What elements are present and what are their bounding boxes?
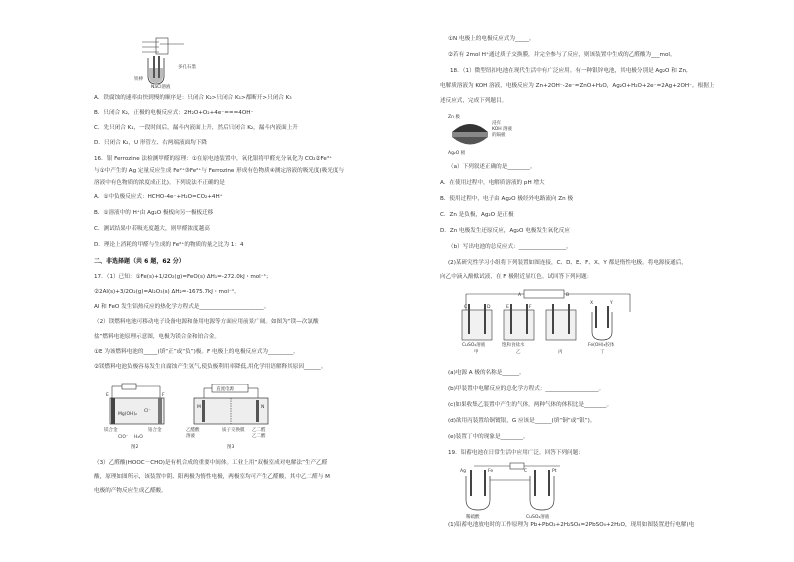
- lead-label-cuso4: CuSO₄溶液: [526, 515, 550, 520]
- lead-label-pt: Pt: [552, 469, 557, 474]
- fig2-label-mg-alloy: 镁合金: [104, 428, 118, 433]
- apparatus-label-a: A: [518, 293, 522, 298]
- q18-2c: (c)如果收集乙装置中产生的气体，两种气体的体积比是________。: [448, 402, 613, 408]
- fig2-label-e: E: [106, 393, 109, 398]
- iron-corrosion-figure: [134, 36, 214, 86]
- lead-battery-figure: [460, 462, 580, 520]
- q18-option-a: A．在使用过程中，电解质溶液的 pH 增大: [440, 180, 545, 186]
- apparatus-label-ding: 丁: [600, 350, 605, 355]
- fig2-label-h2o: H₂O: [134, 435, 143, 440]
- q18-option-b: B．使用过程中，电子由 Ag₂O 极经外电路流向 Zn 极: [440, 196, 574, 202]
- right-column: [440, 0, 794, 562]
- apparatus-label-d: D: [487, 305, 491, 310]
- cell-label-separator: 的隔板: [492, 133, 506, 138]
- fig3-label-power: 直流电源: [216, 387, 234, 392]
- mg-fuel-cell-figure: [104, 382, 170, 442]
- cell-label-koh: KOH 溶液: [492, 127, 513, 132]
- q18-line: 述反应式，完成下列题目。: [440, 98, 508, 104]
- q17-line: 电极的产物反应生成乙醛酸。: [94, 488, 167, 494]
- apparatus-label-cuso4: CuSO₄溶液: [462, 343, 486, 348]
- q18-b: （b）写出电池的总反应式：_________________。: [448, 244, 572, 250]
- section-title: 二、非选择题（共 6 题，62 分）: [94, 258, 185, 265]
- q16-option-a: A．①中负极反应式：HCHO-4e⁻+H₂O=CO₂+4H⁺: [94, 194, 223, 200]
- fig2-label-f: F: [162, 393, 165, 398]
- q17-line: 盐”燃料电池原理示意图，电极为镁合金和铂合金。: [94, 334, 220, 340]
- q15-option-b: B．只闭合 K₂，正极的电极反应式：2H₂O+O₂+4e⁻===4OH⁻: [94, 110, 254, 116]
- q18-line: 18．（1）微型纽扣电池在现代生活中有广泛应用。有一种银锌电池，其电极分别是 Ag₂O 和 Zn,: [450, 68, 688, 74]
- q18-2e: (e)装置丁中的现象是________。: [448, 434, 529, 440]
- q18-2a: (a)电源 A 极的名称是______。: [448, 370, 525, 376]
- q17-line: 酸，原理如图所示，该装置中阴、阳两极为惰性电极，两极室均可产生乙醛酸，其中乙二醛与 M: [94, 474, 330, 480]
- fig3-caption: 图3: [227, 445, 235, 450]
- q18-a: （a）下列叙述正确的是________。: [448, 164, 536, 170]
- apparatus-label-b: B: [566, 293, 570, 298]
- lead-label-c: C: [524, 469, 528, 474]
- q17-line: （2）镁燃料电池可移动电子设备电源和备用电源等方面应用前景广阔。如图为“镁—次氯酸: [94, 319, 319, 325]
- q19-line: (1)铅蓄电池放电时的工作原理为 Pb+PbO₂+2H₂SO₄=2PbSO₄+2H₂O，现用如图装置进行电解(电: [448, 522, 695, 528]
- q16-option-b: B．①溶液中的 H⁺由 Ag₂O 极板向另一极板迁移: [94, 210, 214, 216]
- q17-line: Al 和 FeO 发生铝热反应的热化学方程式是_______________________。: [94, 304, 270, 310]
- q15-option-a: A．铁腐蚀的速率由快到慢的顺序是：只闭合 K₂>只闭合 K₁>都断开>只闭合 K₃: [94, 95, 292, 101]
- apparatus-label-e: E: [506, 305, 509, 310]
- fig-nacl-caption: NaCl溶液: [151, 85, 171, 90]
- fig2-label-cl: Cl⁻: [144, 409, 151, 414]
- fig3-label-n: N: [261, 405, 265, 410]
- q15-option-d: D．只闭合 K₂，U 形管左、右两端液面均下降: [94, 140, 207, 146]
- q16-line: 溶液中有色物质的浓度成正比)。下列说法不正确的是: [94, 180, 225, 186]
- q18-2: 向乙中滴入酚酞试液，在 F 极附近显红色。试回答下列问题：: [440, 274, 593, 280]
- apparatus-label-y: Y: [610, 301, 613, 306]
- apparatus-label-brine: 饱和食盐水: [502, 343, 525, 348]
- cell-label-zn: Zn 极: [448, 115, 460, 120]
- fig3-label-membrane: 质子交换膜: [222, 428, 245, 433]
- apparatus-label-c: C: [464, 305, 468, 310]
- q18-2b: (b)甲装置中电解反应的总化学方程式：___________________。: [448, 386, 605, 392]
- fig-top-left-label: 铁棒: [134, 77, 143, 82]
- q16-option-d: D．理论上消耗的甲醛与生成的 Fe²⁺的物质的量之比为 1：4: [94, 242, 244, 248]
- apparatus-label-jia: 甲: [474, 350, 479, 355]
- fig2-label-clo: ClO⁻: [118, 435, 129, 440]
- q18-2: (2)某研究性学习小组将下列装置如图连接，C、D、E、F、X、Y 都是惰性电极。将电源接通后，: [448, 260, 687, 266]
- lead-label-acid: 稀硫酸: [466, 515, 480, 520]
- q16-line: 16．银 Ferrozine 法检测甲醛的原理：①在原电池装置中，氧化银将甲醛充分氧化为 CO₂②Fe³⁺: [94, 156, 333, 162]
- q17-line: ②2Al(s)+3/2O₂(g)=Al₂O₃(s) ΔH₂=-1675.7kJ・mol⁻¹。: [94, 289, 240, 295]
- q18-option-d: D．Zn 电极发生还原反应，Ag₂O 电极发生氧化反应: [440, 228, 570, 234]
- electrolysis-apparatus-figure: [460, 288, 640, 356]
- q17-line: （3）乙醛酸(HOOC－CHO)是有机合成的重要中间体。工业上用“双极室成对电解法”生产乙醛: [94, 460, 328, 466]
- fig3-label-glyoxal: 乙二醛: [252, 428, 266, 433]
- fig2-caption: 图2: [131, 445, 139, 450]
- q19-title: 19．铅蓄电池在日常生活中应用广泛。回答下列问题：: [448, 450, 584, 456]
- apparatus-label-yi: 乙: [516, 350, 521, 355]
- apparatus-label-x: X: [590, 301, 594, 306]
- apparatus-label-f: F: [529, 305, 532, 310]
- q16-option-c: C．测试结果中若吸光度越大，则甲醛浓度越高: [94, 226, 210, 232]
- cell-label-soaked: 浸有: [492, 121, 501, 126]
- electrolysis-figure: [186, 384, 276, 442]
- apparatus-label-bing: 丙: [558, 350, 563, 355]
- q18-line: 电解质溶液为 KOH 溶液，电极反应为 Zn+2OH⁻-2e⁻=ZnO+H₂O，Ag₂O+H₂O+2e⁻=2Ag+2OH⁻。根据上: [440, 83, 715, 89]
- button-cell-figure: [448, 110, 518, 156]
- fig2-label-mgoh2: Mg(OH)₂: [118, 412, 137, 417]
- q18-2d: (d)欲用丙装置给铜镀银，G 应该是______(填“铜”或“银”)。: [448, 418, 596, 424]
- q17-line: ②镁燃料电池负极容易发生自腐蚀产生氢气,使负极利用率降低,用化学用语解释其原因______。: [94, 364, 327, 370]
- lead-label-fe: Fe: [488, 469, 494, 474]
- fig3-label-m: M: [197, 405, 201, 410]
- fig-top-right-label: 多孔石墨: [178, 65, 196, 70]
- cell-label-ag2o: Ag₂O 极: [448, 151, 466, 156]
- fig3-label-oxalic: 乙二酸: [252, 434, 266, 439]
- q17-line: ①E 为该燃料电池的_____(填“正”或“负”)极。F 电极上的电极反应式为_________。: [94, 349, 299, 355]
- apparatus-label-colloid: Fe(OH)₃胶体: [588, 343, 615, 348]
- fig3-label-glyoxylic: 乙醛酸: [186, 428, 200, 433]
- q17-mol: ②若有 2mol H⁺通过质子交换膜，并完全参与了反应，则该装置中生成的乙醛酸为___mol。: [448, 52, 676, 58]
- fig3-label-solution: 溶液: [186, 434, 195, 439]
- fig2-label-pt-alloy: 铂合金: [148, 428, 162, 433]
- lead-label-ag: Ag: [460, 469, 466, 474]
- q17-line: 17．（1）已知：①Fe(s)+1/2O₂(g)=FeO(s) ΔH₁=-272.0kJ・mol⁻¹；: [94, 274, 272, 280]
- q18-option-c: C．Zn 是负极，Ag₂O 是正极: [440, 212, 514, 218]
- left-column: [94, 0, 454, 562]
- q16-line: 与①中产生的 Ag 定量反应生成 Fe²⁺③Fe²⁺与 Ferrozine 形成有色物质④测定溶液的吸光度(吸光度与: [94, 168, 345, 174]
- q15-option-c: C．先只闭合 K₁，一段时间后，漏斗内液面上升，然后只闭合 K₂，漏斗内液面上升: [94, 125, 298, 131]
- q17-n-electrode: ①N 电极上的电极反应式为_____。: [448, 36, 535, 42]
